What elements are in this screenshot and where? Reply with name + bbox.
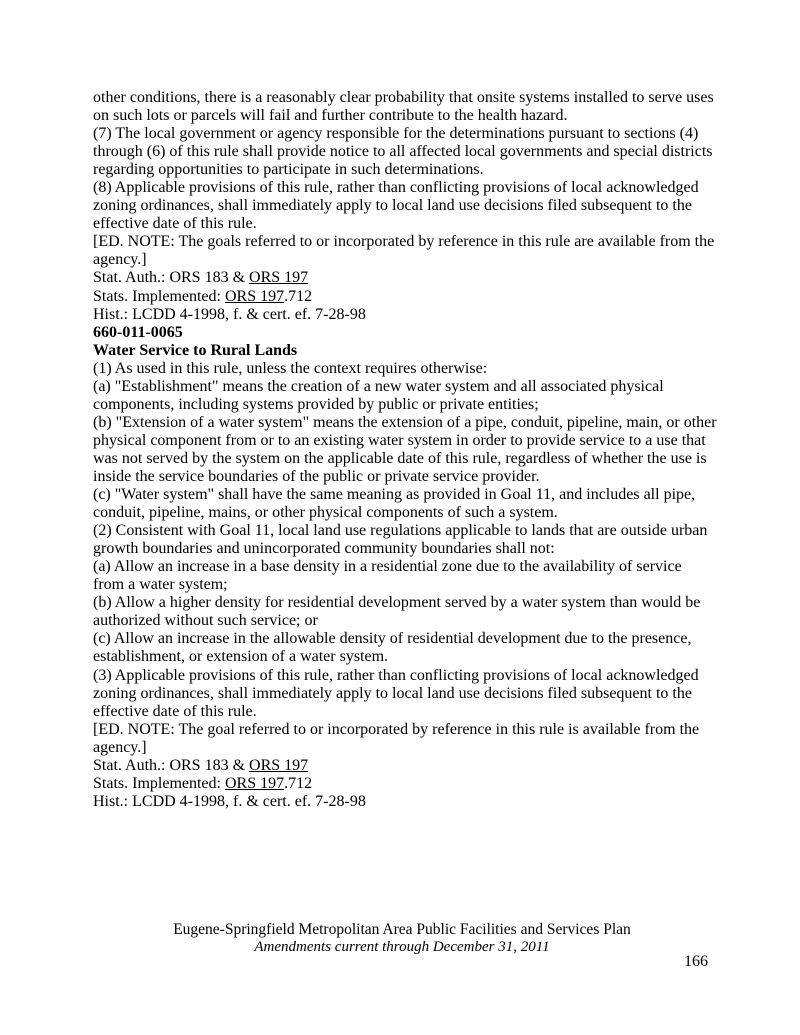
text-segment: [ED. NOTE: The goals referred to or incorporated by reference in this rule are available from the (93, 233, 715, 251)
body-line (93, 197, 713, 215)
body-line (93, 125, 713, 143)
body-line (93, 504, 713, 522)
body-line (93, 648, 713, 666)
body-line (93, 757, 713, 775)
text-segment: Stats. Implemented: (93, 287, 225, 305)
body-line (93, 721, 713, 739)
text-segment: through (6) of this rule shall provide notice to all affected local governments and special districts (93, 143, 713, 161)
body-line (93, 324, 713, 342)
body-line (93, 396, 713, 414)
body-line (93, 486, 713, 504)
footer-subtitle: Amendments current through December 31, 2011 (254, 939, 550, 955)
text-segment: 660-011-0065 (93, 323, 183, 341)
text-segment: (a) Allow an increase in a base density in a residential zone due to the availability of service (93, 558, 682, 576)
body-line (93, 576, 713, 594)
body-line (93, 703, 713, 721)
text-segment: on such lots or parcels will fail and further contribute to the health hazard. (93, 107, 568, 125)
body-line (93, 630, 713, 648)
text-segment: .712 (284, 287, 313, 305)
body-line (93, 413, 717, 432)
text-segment: (8) Applicable provisions of this rule, rather than conflicting provisions of local acknowledged (93, 179, 699, 197)
text-segment: from a water system; (93, 576, 228, 594)
ors-link[interactable]: ORS 197 (224, 774, 285, 792)
text-segment: Water Service to Rural Lands (93, 341, 298, 359)
text-segment: inside the service boundaries of the public or private service provider. (93, 467, 540, 485)
text-segment: effective date of this rule. (93, 702, 257, 720)
text-segment: (b) Allow a higher density for residential development served by a water system than would be (93, 594, 701, 612)
body-line (93, 793, 713, 811)
body-line (93, 179, 713, 197)
text-segment: (c) Allow an increase in the allowable density of residential development due to the presence, (93, 630, 692, 648)
text-segment: (2) Consistent with Goal 11, local land use regulations applicable to lands that are outside urban (93, 522, 708, 540)
body-line (93, 540, 713, 558)
text-segment: effective date of this rule. (93, 215, 257, 233)
text-segment: Stats. Implemented: (93, 774, 225, 792)
text-segment: (7) The local government or agency responsible for the determinations pursuant to sections (4) (93, 125, 699, 143)
body-line (93, 251, 713, 269)
text-segment: agency.] (93, 738, 147, 756)
ors-link[interactable]: ORS 197 (249, 756, 309, 774)
text-segment: zoning ordinances, shall immediately apply to local land use decisions filed subsequent to the (93, 684, 692, 702)
text-segment: (a) "Establishment" means the creation of a new water system and all associated physical (93, 377, 664, 395)
body-line (93, 233, 713, 251)
text-segment: (1) As used in this rule, unless the context requires otherwise: (93, 359, 488, 377)
text-segment: establishment, or extension of a water system. (93, 648, 389, 666)
text-segment: Stat. Auth.: ORS 183 & (93, 756, 250, 774)
body-line (93, 775, 713, 793)
text-segment: Hist.: LCDD 4-1998, f. & cert. ef. 7-28-98 (93, 305, 366, 323)
text-segment: zoning ordinances, shall immediately apply to local land use decisions filed subsequent to the (93, 197, 692, 215)
text-segment: authorized without such service; or (93, 612, 318, 630)
text-segment: agency.] (93, 251, 147, 269)
body-line (93, 432, 713, 450)
ors-link[interactable]: ORS 197 (224, 287, 285, 305)
text-segment: regarding opportunities to participate in such determinations. (93, 161, 484, 179)
body-line (93, 360, 713, 378)
body-line (93, 594, 713, 612)
body-line (93, 667, 713, 685)
body-line (93, 288, 713, 306)
text-segment: .712 (284, 774, 313, 792)
body-line (93, 522, 713, 540)
text-segment: (b) "Extension of a water system" means the extension of a pipe, conduit, pipeline, main, or other (93, 413, 717, 431)
text-segment: conduit, pipeline, mains, or other physical components of such a system. (93, 504, 558, 522)
text-segment: (c) "Water system" shall have the same meaning as provided in Goal 11, and includes all pipe, (93, 486, 696, 504)
text-segment: Hist.: LCDD 4-1998, f. & cert. ef. 7-28-98 (93, 792, 366, 810)
body-line (93, 378, 713, 396)
body-line (93, 161, 713, 179)
page-number: 166 (684, 953, 708, 970)
footer-title: Eugene-Springfield Metropolitan Area Public Facilities and Services Plan (173, 921, 631, 938)
body-line (93, 558, 713, 576)
document-body (93, 89, 717, 811)
body-line (93, 269, 713, 287)
body-line (93, 306, 713, 324)
body-line (93, 342, 713, 360)
body-line (93, 612, 713, 630)
text-segment: [ED. NOTE: The goal referred to or incorporated by reference in this rule is available from the (93, 720, 700, 738)
text-segment: Stat. Auth.: ORS 183 & (93, 269, 250, 287)
text-segment: other conditions, there is a reasonably clear probability that onsite systems installed to serve uses (93, 89, 714, 106)
text-segment: components, including systems provided by public or private entities; (93, 395, 539, 413)
body-line (93, 685, 713, 703)
body-line (93, 450, 713, 468)
body-line (93, 89, 713, 107)
body-line (93, 468, 713, 486)
body-line (93, 215, 713, 233)
body-line (93, 739, 713, 757)
text-segment: growth boundaries and unincorporated community boundaries shall not: (93, 540, 555, 558)
ors-link[interactable]: ORS 197 (249, 269, 309, 287)
body-line (93, 107, 713, 125)
text-segment: physical component from or to an existing water system in order to provide service to a use that (93, 431, 706, 449)
text-segment: was not served by the system on the applicable date of this rule, regardless of whether the use is (93, 449, 707, 467)
body-line (93, 143, 713, 161)
text-segment: (3) Applicable provisions of this rule, rather than conflicting provisions of local acknowledged (93, 666, 699, 684)
